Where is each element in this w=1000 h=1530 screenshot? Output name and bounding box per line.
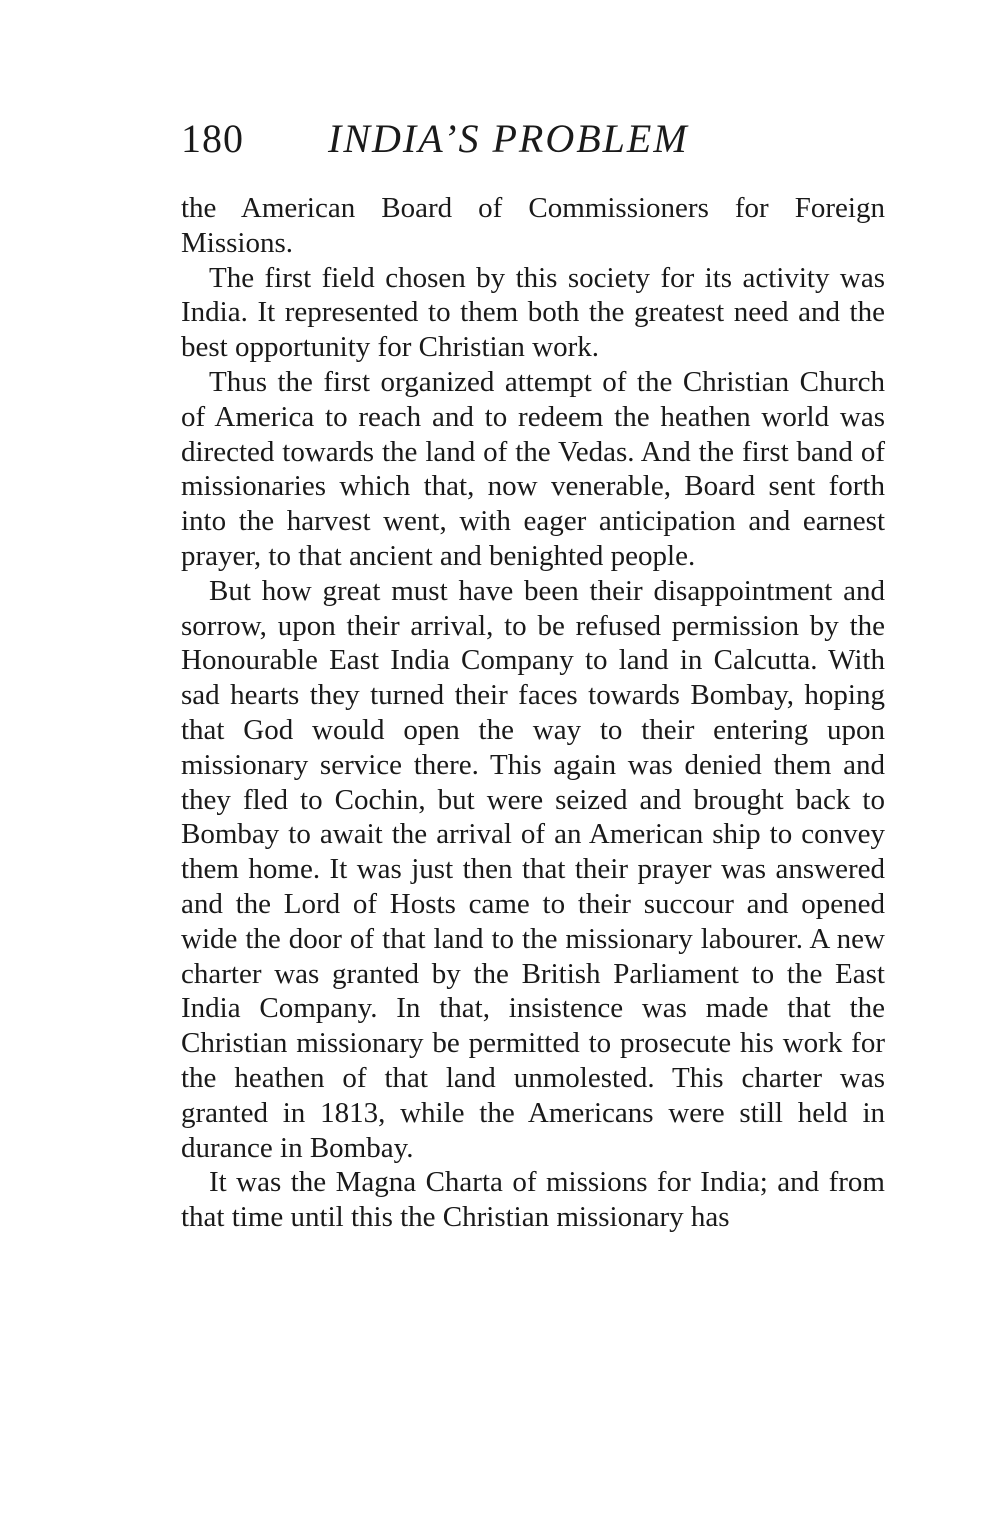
paragraph-continuation: the American Board of Commissioners for Foreign Missions.: [181, 192, 885, 259]
page-header: [181, 112, 886, 172]
body-text: [181, 191, 885, 1235]
paragraph: It was the Magna Charta of missions for India; and from that time until this the Christian missionary has: [181, 1166, 885, 1234]
paragraph: But how great must have been their disappointment and sorrow, upon their arrival, to be refused permission by the Honourable East India Company to land in Calcutta. With sad hearts they turned their faces towards Bombay, hoping that God would open the way to their entering upon missionary service there. This again was denied them and they fled to Cochin, but were seized and brought back to Bombay to await the arrival of an American ship to convey them home. It was just then that their prayer was answered and the Lord of Hosts came to their succour and opened wide the door of that land to the missionary labourer. A new charter was granted by the British Parliament to the East India Company. In that, insistence was made that the Christian missionary be permitted to prosecute his work for the heathen of that land unmolested. This charter was granted in 1813, while the Americans were still held in durance in Bombay.: [181, 574, 885, 1164]
paragraph: The first field chosen by this society for its activity was India. It represented to them both the greatest need and the best opportunity for Christian work.: [181, 261, 885, 364]
running-title: INDIA’S PROBLEM: [328, 116, 689, 161]
paragraph: Thus the first organized attempt of the Christian Church of America to reach and to redeem the heathen world was directed towards the land of the Vedas. And the first band of missionaries which that, now venerable, Board sent forth into the harvest went, with eager anticipation and earnest prayer, to that ancient and benighted people.: [181, 365, 885, 572]
page-number: 180: [181, 116, 244, 161]
